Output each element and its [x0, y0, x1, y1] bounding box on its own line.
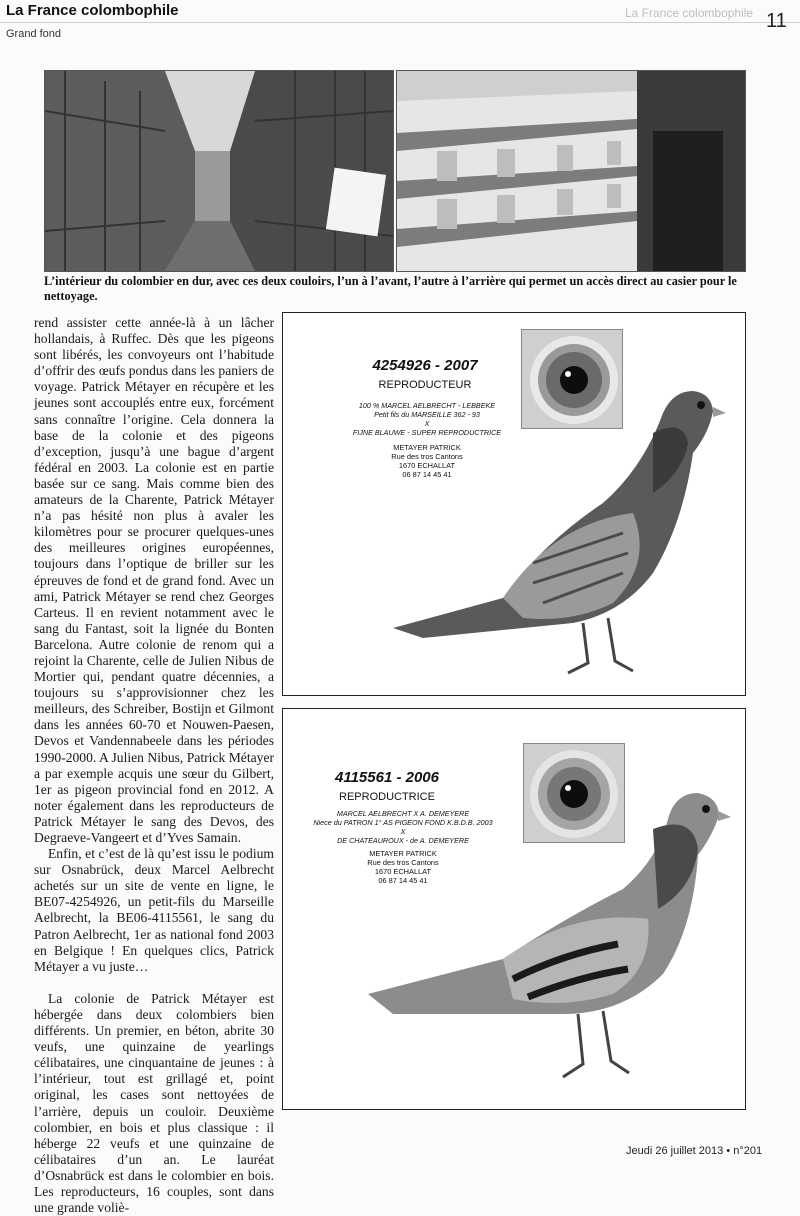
- pedigree-line: DE CHATEAUROUX - de A. DEMEYERE: [337, 836, 469, 845]
- photo-caption: L’intérieur du colombier en dur, avec ces deux couloirs, l’un à l’avant, l’autre à l’arrière qui permet un accès direct au casier pour le nettoyage.: [44, 274, 737, 303]
- corridor-photo: [44, 70, 394, 272]
- ring-number: 4254926 - 2007: [372, 357, 478, 374]
- owner-line: METAYER PATRICK: [369, 849, 437, 858]
- blue-bar-pigeon-photo: [363, 779, 733, 1099]
- pigeon-card-female: [282, 708, 746, 1110]
- pedigree-line: MARCEL AELBRECHT X A. DEMEYERE: [336, 809, 470, 818]
- owner-line: 06 87 14 45 41: [402, 470, 452, 479]
- pedigree-line: X: [424, 419, 430, 428]
- pigeon-role: REPRODUCTEUR: [378, 379, 472, 391]
- pedigree-line: Petit fils du MARSEILLE 362 - 93: [374, 410, 480, 419]
- faded-bleed-text: La France colombophile: [625, 6, 754, 20]
- owner-line: 1670 ECHALLAT: [398, 461, 456, 470]
- nest-boxes-photo: [396, 70, 746, 272]
- pigeon-card-male: [282, 312, 746, 696]
- ring-number: 4115561 - 2006: [335, 769, 439, 786]
- pedigree-line: FIJNE BLAUWE - SUPER REPRODUCTRICE: [352, 428, 502, 437]
- owner-line: Rue des tros Cantons: [367, 858, 439, 867]
- owner-line: 1670 ECHALLAT: [374, 867, 432, 876]
- pedigree-line: X: [400, 827, 406, 836]
- owner-line: 06 87 14 45 41: [378, 876, 428, 885]
- pedigree-line: Niece du PATRON 1° AS PIGEON FOND K.B.D.B. 2003: [313, 818, 493, 827]
- article-paragraph: La colonie de Patrick Métayer est hébergée dans deux colombiers bien différents. Un premier, en béton, abrite 30 veufs, une quinzaine de yearlings célibataires, une cinquantaine de jeunes : à l’intérieur, tout est grillagé et, point original, les cases sont nettoyées de l’arrière, depuis un couloir. Deuxième colombier, en bois et plus classique : il héberge 22 veufs et une quinzaine de célibataires d’un an. Le lauréat d’Osnabrück est dans le colombier en bois. Les reproducteurs, 16 couples, sont dans une grande voliè-: [34, 990, 274, 1216]
- article-paragraph: rend assister cette année-là à un lâcher hollandais, à Ruffec. Dès que les pigeons sont libérés, les convoyeurs ont l’habitude d’offrir des œufs pondus dans les paniers de voyage. Patrick Métayer en récupère et les jeunes sont accouplés entre eux, forcément sans connaître l’origine. Cela donnera la base de la colonie et des pigeons d’exception, jusqu’à une bague d’argent fédéral en 2003. La colonie est en partie basée sur ce sang. Mais comme bien des amateurs de la Charente, Patrick Métayer n’a pas hésité non plus à avaler les kilomètres pour se procurer quelques-unes des meilleures origines européennes, toujours dans l’optique de briller sur les épreuves de fond et de grand fond. Avec un ami, Patrick Métayer se rend chez Georges Carteus. Il en revient notamment avec le sang du Fantast, soit la lignée du Bonten Barcelona. Autre colonie de renom qui a rejoint la Charente, celle de Julien Nibus de Mortier qui, pendant quatre décennies, a toujours su s’approvisionner chez les meilleurs, des Schreiber, Bostijn et Gilmont dans les années 60-70 et Nouwen-Paesen, Devos et Vandennabeele dans les périodes 1990-2000. A Julien Nibus, Patrick Métayer a par exemple acquis une sœur du Gilbert, 1er as pigeon provincial fond en 2012. A noter également dans les reproducteurs de Patrick Métayer le sang des Devos, des Degraeve-Vangeert et d’Yves Samain.: [34, 315, 274, 845]
- owner-line: Rue des tros Cantons: [391, 452, 463, 461]
- header-rule: [0, 22, 800, 23]
- publication-title: La France colombophile: [6, 2, 179, 19]
- owner-line: METAYER PATRICK: [393, 443, 461, 452]
- checkered-pigeon-photo: [383, 373, 733, 688]
- pedigree-line: 100 % MARCEL AELBRECHT - LEBBEKE: [358, 401, 496, 410]
- pigeon-role: REPRODUCTRICE: [339, 791, 435, 803]
- issue-footer: Jeudi 26 juillet 2013 • n°201: [626, 1145, 763, 1157]
- section-label: Grand fond: [6, 28, 62, 40]
- page-number: 11: [766, 10, 787, 32]
- article-paragraph: Enfin, et c’est de là qu’est issu le podium sur Osnabrück, deux Marcel Aelbrecht achetés sur un site de vente en ligne, le BE07-4254926, un petit-fils du Marseille Aelbrecht, la BE06-4115561, le sang du Patron Aelbrecht, 1er as national fond 2003 en Belgique ! En quelques clics, Patrick Métayer a vu juste…: [34, 846, 274, 974]
- article-column: [34, 315, 274, 1216]
